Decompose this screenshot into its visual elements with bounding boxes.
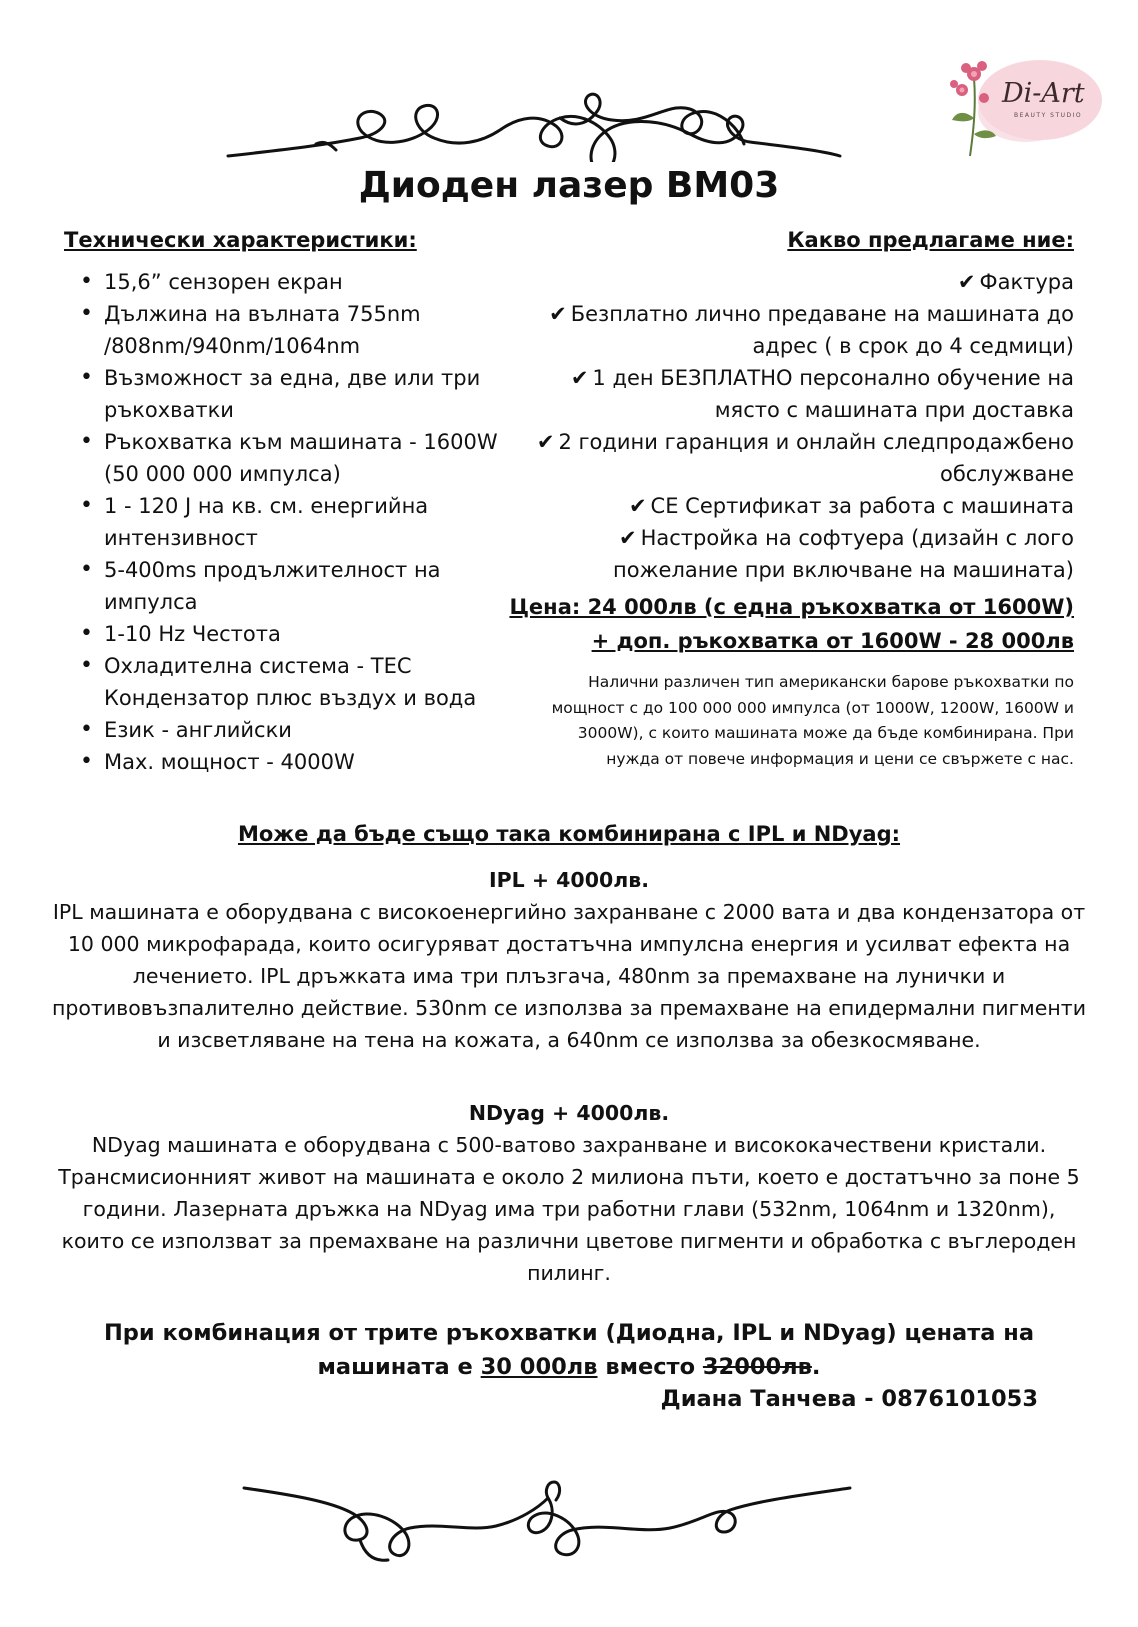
combo-text: При комбинация от трите ръкохватки (Диодна, IPL и NDyag) цената на машината е bbox=[103, 1320, 1035, 1380]
offer-item bbox=[514, 490, 1074, 522]
check-icon: ✔ bbox=[957, 270, 976, 294]
ndyag-description: NDyag машината е оборудвана с 500-ватово захранване и висококачествени кристали. Трансмисионният живот на машината е около 2 милиона пъти, което е достатъчно за поне 5 години. Лазерната дръжка на NDyag има три работни глави (532nm, 1064nm и 1320nm), които се използват за премахване на различни цветове пигменти и обработка с въглероден пилинг. bbox=[58, 1133, 1080, 1285]
ipl-section bbox=[50, 864, 1088, 1056]
ipl-heading: IPL + 4000лв. bbox=[489, 868, 649, 892]
offer-text: Безплатно лично предаване на машината до адрес ( в срок до 4 седмици) bbox=[570, 302, 1074, 358]
offer-item bbox=[514, 522, 1074, 586]
spec-item: • Език - английски bbox=[76, 714, 506, 746]
spec-item: • 1-10 Hz Честота bbox=[76, 618, 506, 650]
combo-text: . bbox=[811, 1354, 821, 1380]
combo-text: вместо bbox=[597, 1354, 703, 1380]
offer-text: Фактура bbox=[979, 270, 1074, 294]
check-icon: ✔ bbox=[618, 526, 637, 550]
spec-item: • Max. мощност - 4000W bbox=[76, 746, 506, 778]
handpiece-note: Налични различен тип американски барове ръкохватки по мощност с до 100 000 000 импулса (от 1000W, 1200W, 1600W и 3000W), с които машината може да бъде комбинирана. При нужда от повече информация и цени се свържете с нас. bbox=[551, 673, 1074, 768]
logo-text: Di-Art bbox=[1002, 78, 1085, 109]
check-icon: ✔ bbox=[570, 366, 589, 390]
spec-item: • Ръкохватка към машината - 1600W (50 000 000 импулса) bbox=[76, 426, 506, 490]
ipl-description: IPL машината е оборудвана с високоенергийно захранване с 2000 вата и два кондензатора от 10 000 микрофарада, които осигуряват достатъчна импулсна енергия и усилват ефекта на лечението. IPL дръжката има три плъзгача, 480nm за премахване на лунички и противовъзпалително действие. 530nm се използва за премахване на епидермални пигменти и изсветляване на тена на кожата, а 640nm се използва за обезкосмяване. bbox=[51, 900, 1087, 1052]
check-icon: ✔ bbox=[549, 302, 567, 326]
spec-item: • Охладителна система - ТЕС Кондензатор плюс въздух и вода bbox=[76, 650, 506, 714]
combo-heading: Може да бъде също така комбинирана с IPL и NDyag: bbox=[237, 822, 901, 846]
price-line-single: Цена: 24 000лв (с една ръкохватка от 1600W) bbox=[509, 595, 1074, 619]
offer-text: Настройка на софтуера (дизайн с лого пожелание при включване на машината) bbox=[613, 526, 1074, 582]
spec-item: • Дължина на вълната 755nm /808nm/940nm/1064nm bbox=[76, 298, 506, 362]
offer-item bbox=[514, 362, 1074, 426]
combo-price-statement bbox=[40, 1316, 1098, 1384]
offer-text: 1 ден БЕЗПЛАТНО персонално обучение на място с машината при доставка bbox=[592, 366, 1074, 422]
offer-item bbox=[514, 298, 1074, 362]
combo-old-price: 32000лв bbox=[702, 1354, 812, 1380]
page-title: Диоден лазер BM03 bbox=[358, 165, 780, 206]
offers-list bbox=[514, 266, 1074, 586]
spec-item: • Възможност за една, две или три ръкохватки bbox=[76, 362, 506, 426]
ndyag-section bbox=[50, 1097, 1088, 1289]
spec-item: • 5-400ms продължителност на импулса bbox=[76, 554, 506, 618]
offers-heading: Какво предлагаме ние: bbox=[787, 228, 1074, 252]
logo-subtitle: BEAUTY STUDIO bbox=[1014, 112, 1083, 119]
price-line-extra: + доп. ръкохватка от 1600W - 28 000лв bbox=[591, 629, 1074, 653]
contact-info: Диана Танчева - 0876101053 bbox=[660, 1386, 1038, 1412]
check-icon: ✔ bbox=[536, 430, 555, 454]
spec-item: • 15,6” сензорен екран bbox=[76, 266, 506, 298]
specs-list bbox=[76, 266, 506, 778]
ndyag-heading: NDyag + 4000лв. bbox=[468, 1101, 670, 1125]
price-block bbox=[474, 590, 1074, 658]
spec-item: • 1 - 120 J на кв. см. енергийна интензивност bbox=[76, 490, 506, 554]
offer-item bbox=[514, 266, 1074, 298]
studio-logo bbox=[940, 48, 1110, 166]
check-icon: ✔ bbox=[628, 494, 647, 518]
specs-heading: Технически характеристики: bbox=[64, 228, 417, 252]
offer-text: 2 години гаранция и онлайн следпродажбено обслужване bbox=[558, 430, 1074, 486]
bottom-flourish-ornament bbox=[0, 1478, 1138, 1588]
offer-item bbox=[514, 426, 1074, 490]
offer-text: СЕ Сертификат за работа с машината bbox=[650, 494, 1074, 518]
combo-new-price: 30 000лв bbox=[480, 1354, 598, 1380]
